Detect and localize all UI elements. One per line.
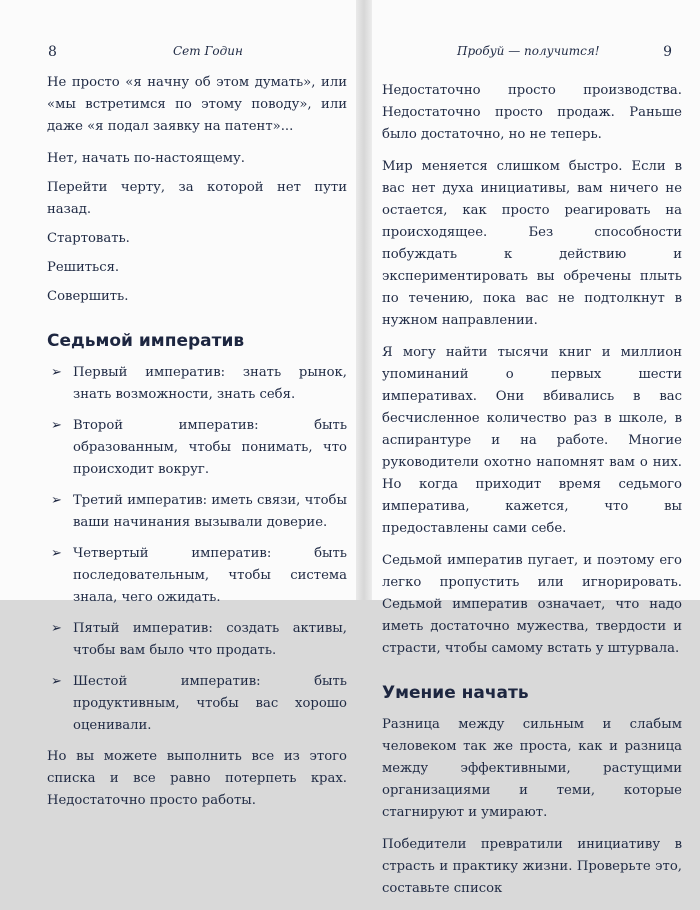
paragraph: Мир меняется слишком быстро. Если в вас нет духа инициативы, вам ничего не остается, как просто реагировать на происходящее. Без способности побуждать к действию и экспериментировать вы обречены плыть по течению, пока вас не подтолкнут в нужном направлении.: [382, 159, 682, 328]
left-page: [0, 0, 356, 808]
paragraph: Стартовать.: [47, 231, 130, 246]
book-gutter: [356, 0, 372, 600]
arrow-bullet-icon: ➢: [51, 674, 62, 689]
list-item: [47, 671, 347, 737]
list-item: [47, 415, 347, 481]
paragraph: Я могу найти тысячи книг и миллион упоминаний о первых шести императивах. Они вбивались в вас бесчисленное количество раз в школе, в аспирантуре и на работе. Многие руководители охотно напомнят вам о них. Но когда приходит время седьмого императива, кажется, что вы предоставлены сами себе.: [382, 345, 682, 536]
paragraph: Но вы можете выполнить все из этого списка и все равно потерпеть крах. Недостаточно просто работы.: [47, 749, 347, 808]
list-item-text: Шестой императив: быть продуктивным, чтобы вас хорошо оценивали.: [73, 674, 347, 733]
paragraph: Разница между сильным и слабым человеком так же проста, как и разница между эффективными, растущими организациями и теми, которые стагнируют и умирают.: [382, 717, 682, 820]
list-item-text: Третий императив: иметь связи, чтобы ваши начинания вызывали доверие.: [73, 493, 347, 530]
section-heading: Умение начать: [382, 683, 529, 703]
list-item: [47, 490, 347, 534]
left-page-header: [48, 44, 348, 62]
paragraph: Решиться.: [47, 260, 120, 275]
paragraph: Победители превратили инициативу в страсть и практику жизни. Проверьте это, составьте список: [382, 837, 682, 896]
right-page: [372, 0, 700, 896]
list-item-text: Пятый императив: создать активы, чтобы вам было что продать.: [73, 621, 347, 658]
imperatives-list: [47, 362, 347, 737]
paragraph: Совершить.: [47, 289, 129, 304]
paragraph: Нет, начать по-настоящему.: [47, 151, 245, 166]
paragraph: Перейти черту, за которой нет пути назад.: [47, 180, 347, 217]
running-head-title: Пробуй — получится!: [457, 44, 600, 58]
list-item-text: Второй императив: быть образованным, чтобы понимать, что происходит вокруг.: [73, 418, 347, 477]
paragraph: Не просто «я начну об этом думать», или «мы встретимся по этому поводу», или даже «я подал заявку на патент»...: [47, 75, 347, 134]
left-page-body: [47, 72, 347, 822]
arrow-bullet-icon: ➢: [51, 621, 62, 636]
list-item: [47, 618, 347, 662]
list-item-text: Первый императив: знать рынок, знать возможности, знать себя.: [73, 365, 347, 402]
page-number: 8: [48, 44, 57, 60]
section-heading: Седьмой императив: [47, 331, 245, 351]
right-page-header: [372, 44, 672, 62]
arrow-bullet-icon: ➢: [51, 546, 62, 561]
list-item-text: Четвертый императив: быть последовательным, чтобы система знала, чего ожидать.: [73, 546, 347, 605]
running-head-author: Сет Годин: [173, 44, 243, 58]
right-page-body: [382, 80, 682, 910]
page-number: 9: [663, 44, 672, 60]
list-item: [47, 543, 347, 609]
arrow-bullet-icon: ➢: [51, 365, 62, 380]
list-item: [47, 362, 347, 406]
arrow-bullet-icon: ➢: [51, 418, 62, 433]
paragraph: Седьмой императив пугает, и поэтому его легко пропустить или игнорировать. Седьмой императив означает, что надо иметь достаточно мужества, твердости и страсти, чтобы самому встать у штурвала.: [382, 553, 682, 656]
paragraph: Недостаточно просто производства. Недостаточно просто продаж. Раньше было достаточно, но не теперь.: [382, 83, 682, 142]
arrow-bullet-icon: ➢: [51, 493, 62, 508]
